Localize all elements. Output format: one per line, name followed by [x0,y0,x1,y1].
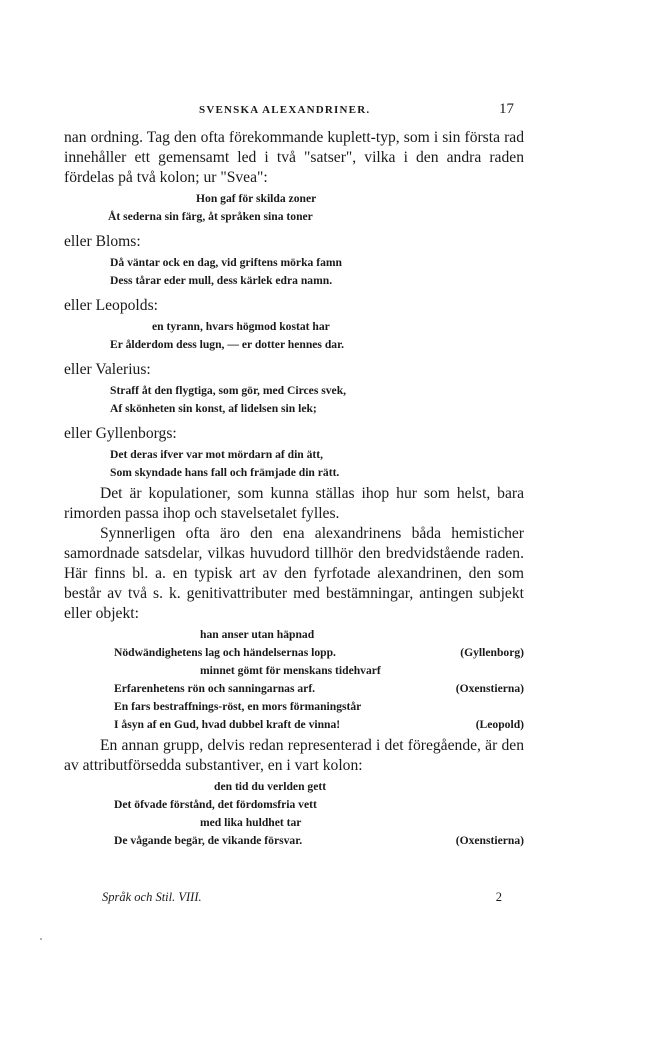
quote-genitive-examples [64,626,524,734]
verse-line [64,796,524,814]
verse-line [64,272,524,290]
quote-leopold [64,318,524,354]
attribution: (Leopold) [475,718,524,731]
verse-line [64,318,524,336]
quote-attribute-examples [64,778,524,850]
verse-line [64,208,524,226]
header-title: SVENSKA ALEXANDRINER. [199,104,371,116]
verse-line [64,814,524,832]
page-speck [40,938,42,940]
verse-line [64,716,524,734]
verse-line [64,680,524,698]
footer-source: Språk och Stil. VIII. [102,890,202,904]
verse-line [64,832,524,850]
verse-text: Som skyndade hans fall och främjade din rätt. [110,466,340,479]
verse-line [64,400,524,418]
paragraph-2: Det är kopulationer, som kunna ställas ihop hur som helst, bara rimorden passa ihop och stavelsetalet fylles. [64,485,524,522]
paragraph-1: nan ordning. Tag den ofta förekommande kuplett-typ, som i sin första rad innehåller ett gemensamt led i två "satser", vilka i den andra raden fördelas på två kolon; ur "Svea": [64,129,524,186]
attribution: (Oxenstierna) [455,834,524,847]
verse-line [64,446,524,464]
verse-line [64,382,524,400]
verse-line [64,190,524,208]
verse-text: Er ålderdom dess lugn, — er dotter hennes dar. [110,338,345,351]
verse-text: med lika huldhet tar [200,816,302,829]
running-header [64,101,514,120]
quote-valerius [64,382,524,418]
attribution: (Oxenstierna) [455,682,524,695]
verse-text: Det öfvade förstånd, det fördomsfria vett [114,798,317,811]
verse-text: Dess tårar eder mull, dess kärlek edra namn. [110,274,333,287]
verse-text: Straff åt den flygtiga, som gör, med Circes svek, [110,384,347,397]
intro-blom: eller Bloms: [64,233,141,250]
verse-text: han anser utan häpnad [200,628,315,641]
verse-text: den tid du verlden gett [214,780,327,793]
body-text [64,128,524,852]
verse-line [64,698,524,716]
intro-valerius: eller Valerius: [64,361,151,378]
signature-mark: 2 [495,890,502,904]
verse-text: Hon gaf för skilda zoner [196,192,317,205]
verse-text: en tyrann, hvars högmod kostat har [152,320,330,333]
attribution: (Gyllenborg) [460,646,524,659]
verse-text: Nödwändighetens lag och händelsernas lopp. [114,646,336,659]
verse-text: Erfarenhetens rön och sanningarnas arf. [114,682,316,695]
quote-gyllenborg [64,446,524,482]
verse-text: Då väntar ock en dag, vid griftens mörka famn [110,256,342,269]
paragraph-3: Synnerligen ofta äro den ena alexandrinens båda hemisticher samordnade satsdelar, vilkas huvudord tillhör den bredvidstående raden. Här finns bl. a. en typisk art av den fyrfotade alexandrinen, den som består av två s. k. genitivattributer med bestämningar, antingen subjekt eller objekt: [64,525,524,622]
verse-text: minnet gömt för menskans tidehvarf [200,664,381,677]
verse-text: Åt sederna sin färg, åt språken sina toner [108,210,313,223]
verse-text: En fars bestraffnings-röst, en mors förmaningstår [114,700,362,713]
verse-line [64,464,524,482]
page-footer [102,890,502,908]
paragraph-4: En annan grupp, delvis redan representerad i det föregående, är den av attributförsedda substantiver, en i vart kolon: [64,737,524,774]
quote-svea [64,190,524,226]
verse-line [64,626,524,644]
intro-gyllenborg: eller Gyllenborgs: [64,425,177,442]
verse-text: I åsyn af en Gud, hvad dubbel kraft de vinna! [114,718,341,731]
intro-leopold: eller Leopolds: [64,297,158,314]
verse-line [64,662,524,680]
verse-text: Det deras ifver var mot mördarn af din ätt, [110,448,324,461]
verse-line [64,778,524,796]
page-number: 17 [499,101,514,117]
verse-line [64,644,524,662]
quote-blom [64,254,524,290]
verse-text: De vågande begär, de vikande försvar. [114,834,303,847]
verse-text: Af skönheten sin konst, af lidelsen sin lek; [110,402,317,415]
verse-line [64,254,524,272]
verse-line [64,336,524,354]
